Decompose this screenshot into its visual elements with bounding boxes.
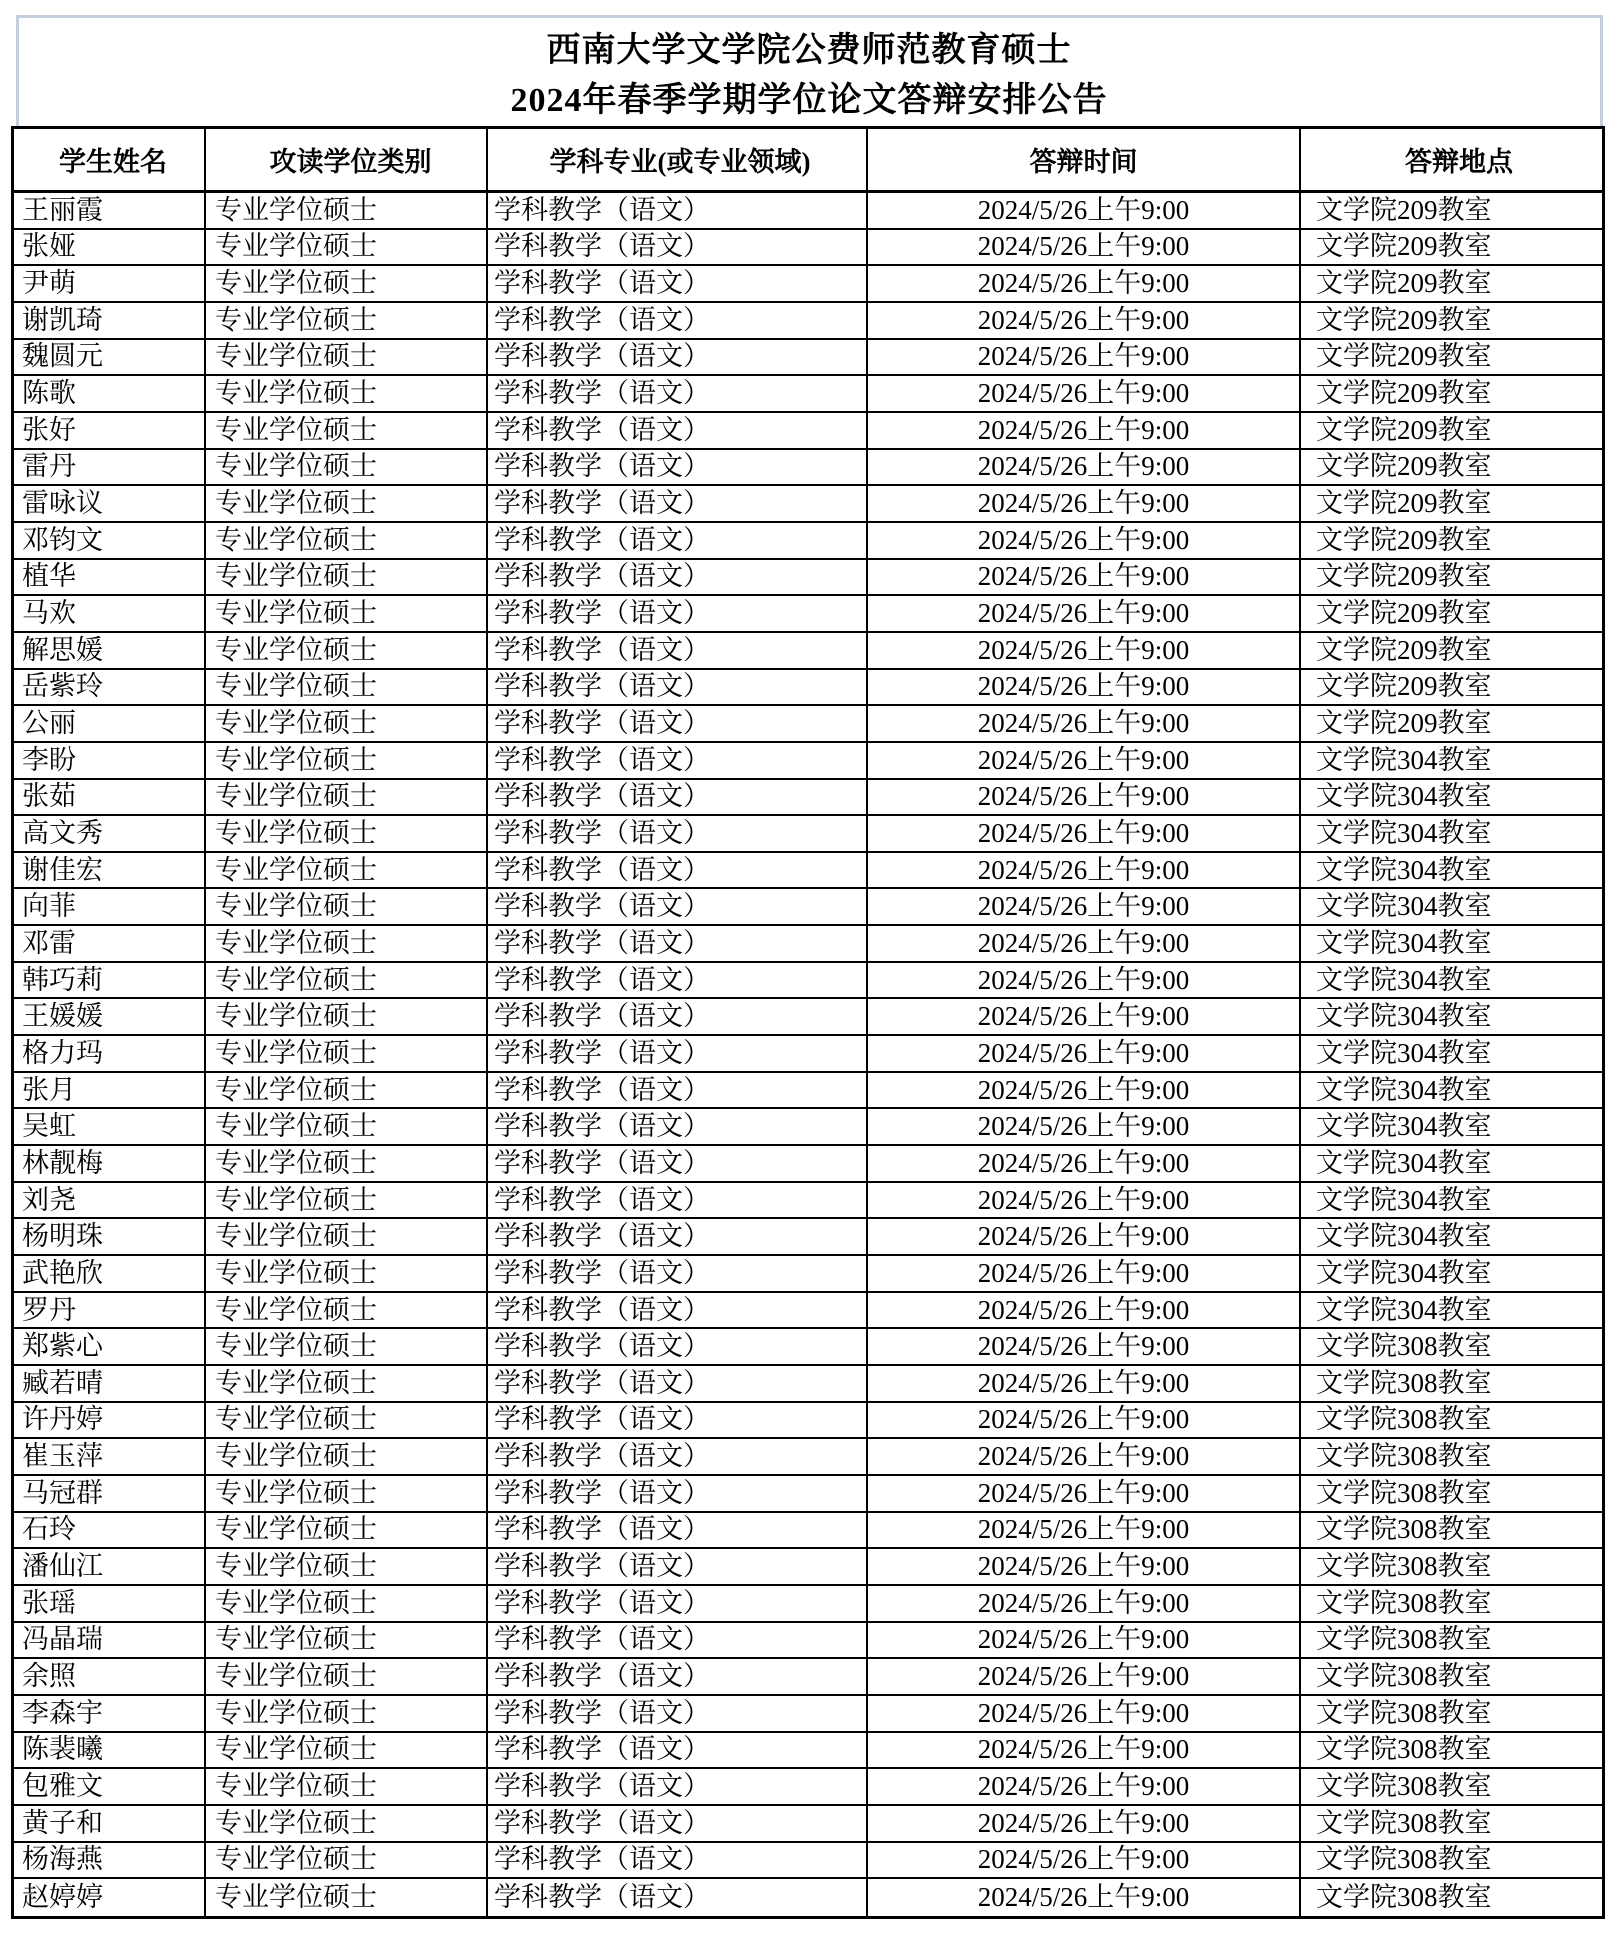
table-row <box>14 1403 1602 1440</box>
defense-location-cell: 文学院304教室 <box>1316 1257 1492 1288</box>
major-cell: 学科教学（语文） <box>488 486 868 521</box>
major-cell: 学科教学（语文） <box>488 596 868 631</box>
degree-type-cell: 专业学位硕士 <box>206 523 488 558</box>
degree-type-cell: 专业学位硕士 <box>206 1806 488 1841</box>
table-row <box>14 963 1602 1000</box>
student-name-cell: 张茹 <box>14 780 206 815</box>
degree-type-cell: 专业学位硕士 <box>206 1256 488 1291</box>
degree-type-cell: 专业学位硕士 <box>206 230 488 265</box>
degree-type-cell: 专业学位硕士 <box>206 926 488 961</box>
degree-type-cell: 专业学位硕士 <box>206 889 488 924</box>
defense-time-cell: 2024/5/26上午9:00 <box>868 560 1301 595</box>
defense-location-cell: 文学院304教室 <box>1316 817 1492 848</box>
major-cell: 学科教学（语文） <box>488 1036 868 1071</box>
defense-location-cell: 文学院304教室 <box>1316 1221 1492 1252</box>
defense-time-cell: 2024/5/26上午9:00 <box>868 963 1301 998</box>
defense-location-cell: 文学院308教室 <box>1316 1367 1492 1398</box>
defense-time-cell: 2024/5/26上午9:00 <box>868 1513 1301 1548</box>
degree-type-cell: 专业学位硕士 <box>206 413 488 448</box>
defense-time-cell: 2024/5/26上午9:00 <box>868 816 1301 851</box>
defense-time-cell: 2024/5/26上午9:00 <box>868 1659 1301 1694</box>
degree-type-cell: 专业学位硕士 <box>206 1586 488 1621</box>
defense-time-cell: 2024/5/26上午9:00 <box>868 1586 1301 1621</box>
major-cell: 学科教学（语文） <box>488 816 868 851</box>
student-name-cell: 崔玉萍 <box>14 1439 206 1474</box>
defense-time-cell: 2024/5/26上午9:00 <box>868 1403 1301 1438</box>
major-cell: 学科教学（语文） <box>488 889 868 924</box>
table-row <box>14 523 1602 560</box>
major-cell: 学科教学（语文） <box>488 1366 868 1401</box>
major-cell: 学科教学（语文） <box>488 1146 868 1181</box>
degree-type-cell: 专业学位硕士 <box>206 340 488 375</box>
table-row <box>14 1586 1602 1623</box>
table-row <box>14 560 1602 597</box>
student-name-cell: 郑紫心 <box>14 1329 206 1364</box>
student-name-cell: 刘尧 <box>14 1183 206 1218</box>
defense-time-cell: 2024/5/26上午9:00 <box>868 1879 1301 1916</box>
defense-time-cell: 2024/5/26上午9:00 <box>868 596 1301 631</box>
degree-type-cell: 专业学位硕士 <box>206 560 488 595</box>
header-cell-defense-time: 答辩时间 <box>868 129 1301 190</box>
defense-location-cell: 文学院304教室 <box>1316 1074 1492 1105</box>
degree-type-cell: 专业学位硕士 <box>206 1513 488 1548</box>
student-name-cell: 包雅文 <box>14 1769 206 1804</box>
student-name-cell: 尹萌 <box>14 266 206 301</box>
table-row <box>14 450 1602 487</box>
defense-location-cell: 文学院209教室 <box>1316 268 1492 299</box>
table-row <box>14 1733 1602 1770</box>
degree-type-cell: 专业学位硕士 <box>206 633 488 668</box>
defense-location-cell: 文学院209教室 <box>1316 561 1492 592</box>
defense-time-cell: 2024/5/26上午9:00 <box>868 1843 1301 1878</box>
major-cell: 学科教学（语文） <box>488 413 868 448</box>
table-row <box>14 413 1602 450</box>
header-cell-student-name: 学生姓名 <box>14 129 206 190</box>
student-name-cell: 黄子和 <box>14 1806 206 1841</box>
defense-time-cell: 2024/5/26上午9:00 <box>868 376 1301 411</box>
defense-location-cell: 文学院304教室 <box>1316 1037 1492 1068</box>
major-cell: 学科教学（语文） <box>488 266 868 301</box>
defense-time-cell: 2024/5/26上午9:00 <box>868 1733 1301 1768</box>
defense-location-cell: 文学院304教室 <box>1316 744 1492 775</box>
defense-time-cell: 2024/5/26上午9:00 <box>868 1366 1301 1401</box>
major-cell: 学科教学（语文） <box>488 1586 868 1621</box>
defense-time-cell: 2024/5/26上午9:00 <box>868 1329 1301 1364</box>
page-boundary-top-line <box>16 15 1603 18</box>
degree-type-cell: 专业学位硕士 <box>206 1403 488 1438</box>
defense-time-cell: 2024/5/26上午9:00 <box>868 1109 1301 1144</box>
student-name-cell: 罗丹 <box>14 1293 206 1328</box>
student-name-cell: 杨明珠 <box>14 1219 206 1254</box>
table-row <box>14 1879 1602 1916</box>
major-cell: 学科教学（语文） <box>488 999 868 1034</box>
major-cell: 学科教学（语文） <box>488 560 868 595</box>
student-name-cell: 臧若晴 <box>14 1366 206 1401</box>
defense-time-cell: 2024/5/26上午9:00 <box>868 743 1301 778</box>
table-row <box>14 266 1602 303</box>
student-name-cell: 石玲 <box>14 1513 206 1548</box>
degree-type-cell: 专业学位硕士 <box>206 1109 488 1144</box>
student-name-cell: 向菲 <box>14 889 206 924</box>
table-row <box>14 376 1602 413</box>
defense-location-cell: 文学院304教室 <box>1316 1147 1492 1178</box>
defense-location-cell: 文学院308教室 <box>1316 1404 1492 1435</box>
degree-type-cell: 专业学位硕士 <box>206 1366 488 1401</box>
defense-time-cell: 2024/5/26上午9:00 <box>868 1293 1301 1328</box>
defense-time-cell: 2024/5/26上午9:00 <box>868 486 1301 521</box>
student-name-cell: 高文秀 <box>14 816 206 851</box>
major-cell: 学科教学（语文） <box>488 1073 868 1108</box>
defense-location-cell: 文学院308教室 <box>1316 1771 1492 1802</box>
major-cell: 学科教学（语文） <box>488 853 868 888</box>
defense-time-cell: 2024/5/26上午9:00 <box>868 1696 1301 1731</box>
defense-location-cell: 文学院304教室 <box>1316 1184 1492 1215</box>
major-cell: 学科教学（语文） <box>488 1219 868 1254</box>
student-name-cell: 武艳欣 <box>14 1256 206 1291</box>
defense-location-cell: 文学院308教室 <box>1316 1624 1492 1655</box>
header-cell-defense-location: 答辩地点 <box>1405 147 1513 177</box>
table-row <box>14 486 1602 523</box>
major-cell: 学科教学（语文） <box>488 1659 868 1694</box>
defense-location-cell: 文学院209教室 <box>1316 524 1492 555</box>
defense-location-cell: 文学院209教室 <box>1316 231 1492 262</box>
table-header-row <box>14 129 1602 193</box>
degree-type-cell: 专业学位硕士 <box>206 670 488 705</box>
degree-type-cell: 专业学位硕士 <box>206 596 488 631</box>
degree-type-cell: 专业学位硕士 <box>206 1219 488 1254</box>
table-row <box>14 1146 1602 1183</box>
defense-time-cell: 2024/5/26上午9:00 <box>868 340 1301 375</box>
major-cell: 学科教学（语文） <box>488 743 868 778</box>
defense-time-cell: 2024/5/26上午9:00 <box>868 1476 1301 1511</box>
major-cell: 学科教学（语文） <box>488 340 868 375</box>
major-cell: 学科教学（语文） <box>488 926 868 961</box>
student-name-cell: 格力玛 <box>14 1036 206 1071</box>
defense-time-cell: 2024/5/26上午9:00 <box>868 303 1301 338</box>
defense-location-cell: 文学院209教室 <box>1316 451 1492 482</box>
defense-location-cell: 文学院209教室 <box>1316 708 1492 739</box>
defense-location-cell: 文学院209教室 <box>1316 488 1492 519</box>
degree-type-cell: 专业学位硕士 <box>206 1036 488 1071</box>
defense-location-cell: 文学院209教室 <box>1316 194 1492 225</box>
student-name-cell: 王丽霞 <box>14 193 206 228</box>
table-row <box>14 1183 1602 1220</box>
major-cell: 学科教学（语文） <box>488 1329 868 1364</box>
student-name-cell: 马欢 <box>14 596 206 631</box>
table-body <box>14 193 1602 1916</box>
degree-type-cell: 专业学位硕士 <box>206 193 488 228</box>
table-row <box>14 780 1602 817</box>
defense-location-cell: 文学院308教室 <box>1316 1882 1492 1913</box>
degree-type-cell: 专业学位硕士 <box>206 486 488 521</box>
table-row <box>14 1476 1602 1513</box>
defense-time-cell: 2024/5/26上午9:00 <box>868 193 1301 228</box>
defense-location-cell: 文学院308教室 <box>1316 1331 1492 1362</box>
student-name-cell: 植华 <box>14 560 206 595</box>
table-row <box>14 926 1602 963</box>
table-row <box>14 1513 1602 1550</box>
major-cell: 学科教学（语文） <box>488 1696 868 1731</box>
defense-location-cell: 文学院308教室 <box>1316 1844 1492 1875</box>
defense-location-cell: 文学院209教室 <box>1316 304 1492 335</box>
defense-location-cell: 文学院209教室 <box>1316 414 1492 445</box>
major-cell: 学科教学（语文） <box>488 1476 868 1511</box>
table-row <box>14 193 1602 230</box>
defense-location-cell: 文学院304教室 <box>1316 1294 1492 1325</box>
table-row <box>14 853 1602 890</box>
table-row <box>14 1769 1602 1806</box>
major-cell: 学科教学（语文） <box>488 230 868 265</box>
table-row <box>14 1036 1602 1073</box>
defense-location-cell: 文学院308教室 <box>1316 1807 1492 1838</box>
table-row <box>14 1073 1602 1110</box>
table-row <box>14 230 1602 267</box>
table-row <box>14 340 1602 377</box>
table-row <box>14 999 1602 1036</box>
table-row <box>14 596 1602 633</box>
defense-time-cell: 2024/5/26上午9:00 <box>868 999 1301 1034</box>
defense-time-cell: 2024/5/26上午9:00 <box>868 1769 1301 1804</box>
degree-type-cell: 专业学位硕士 <box>206 1549 488 1584</box>
header-cell-degree-type: 攻读学位类别 <box>206 129 488 190</box>
student-name-cell: 邓钧文 <box>14 523 206 558</box>
student-name-cell: 吴虹 <box>14 1109 206 1144</box>
table-row <box>14 670 1602 707</box>
defense-location-cell: 文学院304教室 <box>1316 964 1492 995</box>
degree-type-cell: 专业学位硕士 <box>206 1623 488 1658</box>
table-row <box>14 1219 1602 1256</box>
major-cell: 学科教学（语文） <box>488 523 868 558</box>
student-name-cell: 张月 <box>14 1073 206 1108</box>
major-cell: 学科教学（语文） <box>488 1623 868 1658</box>
student-name-cell: 魏圆元 <box>14 340 206 375</box>
student-name-cell: 谢凯琦 <box>14 303 206 338</box>
student-name-cell: 李盼 <box>14 743 206 778</box>
degree-type-cell: 专业学位硕士 <box>206 816 488 851</box>
degree-type-cell: 专业学位硕士 <box>206 706 488 741</box>
degree-type-cell: 专业学位硕士 <box>206 963 488 998</box>
table-row <box>14 1623 1602 1660</box>
defense-location-cell: 文学院304教室 <box>1316 891 1492 922</box>
defense-time-cell: 2024/5/26上午9:00 <box>868 1073 1301 1108</box>
student-name-cell: 冯晶瑞 <box>14 1623 206 1658</box>
page-title-line2: 2024年春季学期学位论文答辩安排公告 <box>510 82 1108 119</box>
defense-location-cell: 文学院304教室 <box>1316 854 1492 885</box>
student-name-cell: 马冠群 <box>14 1476 206 1511</box>
student-name-cell: 邓雷 <box>14 926 206 961</box>
table-row <box>14 1109 1602 1146</box>
major-cell: 学科教学（语文） <box>488 670 868 705</box>
student-name-cell: 杨海燕 <box>14 1843 206 1878</box>
student-name-cell: 解思媛 <box>14 633 206 668</box>
table-row <box>14 1366 1602 1403</box>
defense-location-cell: 文学院308教室 <box>1316 1661 1492 1692</box>
table-row <box>14 1806 1602 1843</box>
major-cell: 学科教学（语文） <box>488 1549 868 1584</box>
defense-location-cell: 文学院209教室 <box>1316 671 1492 702</box>
defense-time-cell: 2024/5/26上午9:00 <box>868 706 1301 741</box>
table-row <box>14 1696 1602 1733</box>
defense-time-cell: 2024/5/26上午9:00 <box>868 633 1301 668</box>
defense-time-cell: 2024/5/26上午9:00 <box>868 1146 1301 1181</box>
degree-type-cell: 专业学位硕士 <box>206 743 488 778</box>
table-row <box>14 743 1602 780</box>
defense-time-cell: 2024/5/26上午9:00 <box>868 523 1301 558</box>
table-row <box>14 1843 1602 1880</box>
defense-time-cell: 2024/5/26上午9:00 <box>868 1183 1301 1218</box>
table-row <box>14 1659 1602 1696</box>
table-row <box>14 889 1602 926</box>
student-name-cell: 岳紫玲 <box>14 670 206 705</box>
major-cell: 学科教学（语文） <box>488 633 868 668</box>
defense-location-cell: 文学院304教室 <box>1316 927 1492 958</box>
student-name-cell: 陈歌 <box>14 376 206 411</box>
defense-location-cell: 文学院308教室 <box>1316 1551 1492 1582</box>
student-name-cell: 潘仙江 <box>14 1549 206 1584</box>
major-cell: 学科教学（语文） <box>488 1439 868 1474</box>
degree-type-cell: 专业学位硕士 <box>206 780 488 815</box>
defense-location-cell: 文学院209教室 <box>1316 378 1492 409</box>
student-name-cell: 李森宇 <box>14 1696 206 1731</box>
student-name-cell: 雷丹 <box>14 450 206 485</box>
major-cell: 学科教学（语文） <box>488 1843 868 1878</box>
table-row <box>14 303 1602 340</box>
defense-time-cell: 2024/5/26上午9:00 <box>868 780 1301 815</box>
defense-location-cell: 文学院209教室 <box>1316 634 1492 665</box>
defense-location-cell: 文学院209教室 <box>1316 341 1492 372</box>
student-name-cell: 张瑶 <box>14 1586 206 1621</box>
degree-type-cell: 专业学位硕士 <box>206 450 488 485</box>
major-cell: 学科教学（语文） <box>488 706 868 741</box>
table-row <box>14 633 1602 670</box>
defense-location-cell: 文学院308教室 <box>1316 1587 1492 1618</box>
degree-type-cell: 专业学位硕士 <box>206 376 488 411</box>
degree-type-cell: 专业学位硕士 <box>206 266 488 301</box>
defense-location-cell: 文学院209教室 <box>1316 598 1492 629</box>
student-name-cell: 王媛媛 <box>14 999 206 1034</box>
defense-location-cell: 文学院304教室 <box>1316 1001 1492 1032</box>
defense-time-cell: 2024/5/26上午9:00 <box>868 413 1301 448</box>
defense-time-cell: 2024/5/26上午9:00 <box>868 889 1301 924</box>
degree-type-cell: 专业学位硕士 <box>206 1293 488 1328</box>
defense-time-cell: 2024/5/26上午9:00 <box>868 1806 1301 1841</box>
major-cell: 学科教学（语文） <box>488 1879 868 1916</box>
degree-type-cell: 专业学位硕士 <box>206 1439 488 1474</box>
defense-time-cell: 2024/5/26上午9:00 <box>868 450 1301 485</box>
defense-time-cell: 2024/5/26上午9:00 <box>868 670 1301 705</box>
degree-type-cell: 专业学位硕士 <box>206 1146 488 1181</box>
header-cell-major: 学科专业(或专业领域) <box>488 129 868 190</box>
major-cell: 学科教学（语文） <box>488 303 868 338</box>
major-cell: 学科教学（语文） <box>488 1183 868 1218</box>
defense-location-cell: 文学院304教室 <box>1316 781 1492 812</box>
major-cell: 学科教学（语文） <box>488 963 868 998</box>
defense-time-cell: 2024/5/26上午9:00 <box>868 1256 1301 1291</box>
degree-type-cell: 专业学位硕士 <box>206 1733 488 1768</box>
defense-time-cell: 2024/5/26上午9:00 <box>868 1439 1301 1474</box>
student-name-cell: 谢佳宏 <box>14 853 206 888</box>
defense-location-cell: 文学院308教室 <box>1316 1514 1492 1545</box>
defense-time-cell: 2024/5/26上午9:00 <box>868 1549 1301 1584</box>
defense-time-cell: 2024/5/26上午9:00 <box>868 266 1301 301</box>
defense-time-cell: 2024/5/26上午9:00 <box>868 1623 1301 1658</box>
defense-location-cell: 文学院304教室 <box>1316 1111 1492 1142</box>
defense-time-cell: 2024/5/26上午9:00 <box>868 926 1301 961</box>
degree-type-cell: 专业学位硕士 <box>206 1183 488 1218</box>
major-cell: 学科教学（语文） <box>488 450 868 485</box>
student-name-cell: 韩巧莉 <box>14 963 206 998</box>
table-row <box>14 1549 1602 1586</box>
degree-type-cell: 专业学位硕士 <box>206 999 488 1034</box>
defense-schedule-table <box>11 126 1605 1919</box>
major-cell: 学科教学（语文） <box>488 1513 868 1548</box>
major-cell: 学科教学（语文） <box>488 376 868 411</box>
degree-type-cell: 专业学位硕士 <box>206 1073 488 1108</box>
defense-time-cell: 2024/5/26上午9:00 <box>868 853 1301 888</box>
page-title-line1: 西南大学文学院公费师范教育硕士 <box>546 32 1072 69</box>
table-row <box>14 1256 1602 1293</box>
student-name-cell: 陈裴曦 <box>14 1733 206 1768</box>
major-cell: 学科教学（语文） <box>488 1293 868 1328</box>
defense-location-cell: 文学院308教室 <box>1316 1441 1492 1472</box>
major-cell: 学科教学（语文） <box>488 1109 868 1144</box>
student-name-cell: 赵婷婷 <box>14 1879 206 1916</box>
major-cell: 学科教学（语文） <box>488 1256 868 1291</box>
table-row <box>14 1439 1602 1476</box>
student-name-cell: 公丽 <box>14 706 206 741</box>
defense-location-cell: 文学院308教室 <box>1316 1697 1492 1728</box>
degree-type-cell: 专业学位硕士 <box>206 853 488 888</box>
student-name-cell: 林靓梅 <box>14 1146 206 1181</box>
major-cell: 学科教学（语文） <box>488 1769 868 1804</box>
defense-time-cell: 2024/5/26上午9:00 <box>868 230 1301 265</box>
degree-type-cell: 专业学位硕士 <box>206 1879 488 1916</box>
major-cell: 学科教学（语文） <box>488 780 868 815</box>
table-row <box>14 816 1602 853</box>
degree-type-cell: 专业学位硕士 <box>206 303 488 338</box>
table-row <box>14 1329 1602 1366</box>
major-cell: 学科教学（语文） <box>488 1806 868 1841</box>
table-row <box>14 1293 1602 1330</box>
major-cell: 学科教学（语文） <box>488 193 868 228</box>
student-name-cell: 张娅 <box>14 230 206 265</box>
degree-type-cell: 专业学位硕士 <box>206 1696 488 1731</box>
degree-type-cell: 专业学位硕士 <box>206 1843 488 1878</box>
defense-location-cell: 文学院308教室 <box>1316 1477 1492 1508</box>
degree-type-cell: 专业学位硕士 <box>206 1659 488 1694</box>
defense-location-cell: 文学院308教室 <box>1316 1734 1492 1765</box>
student-name-cell: 许丹婷 <box>14 1403 206 1438</box>
degree-type-cell: 专业学位硕士 <box>206 1769 488 1804</box>
degree-type-cell: 专业学位硕士 <box>206 1329 488 1364</box>
major-cell: 学科教学（语文） <box>488 1733 868 1768</box>
degree-type-cell: 专业学位硕士 <box>206 1476 488 1511</box>
student-name-cell: 张好 <box>14 413 206 448</box>
student-name-cell: 雷咏议 <box>14 486 206 521</box>
defense-time-cell: 2024/5/26上午9:00 <box>868 1219 1301 1254</box>
student-name-cell: 余照 <box>14 1659 206 1694</box>
major-cell: 学科教学（语文） <box>488 1403 868 1438</box>
table-row <box>14 706 1602 743</box>
defense-time-cell: 2024/5/26上午9:00 <box>868 1036 1301 1071</box>
